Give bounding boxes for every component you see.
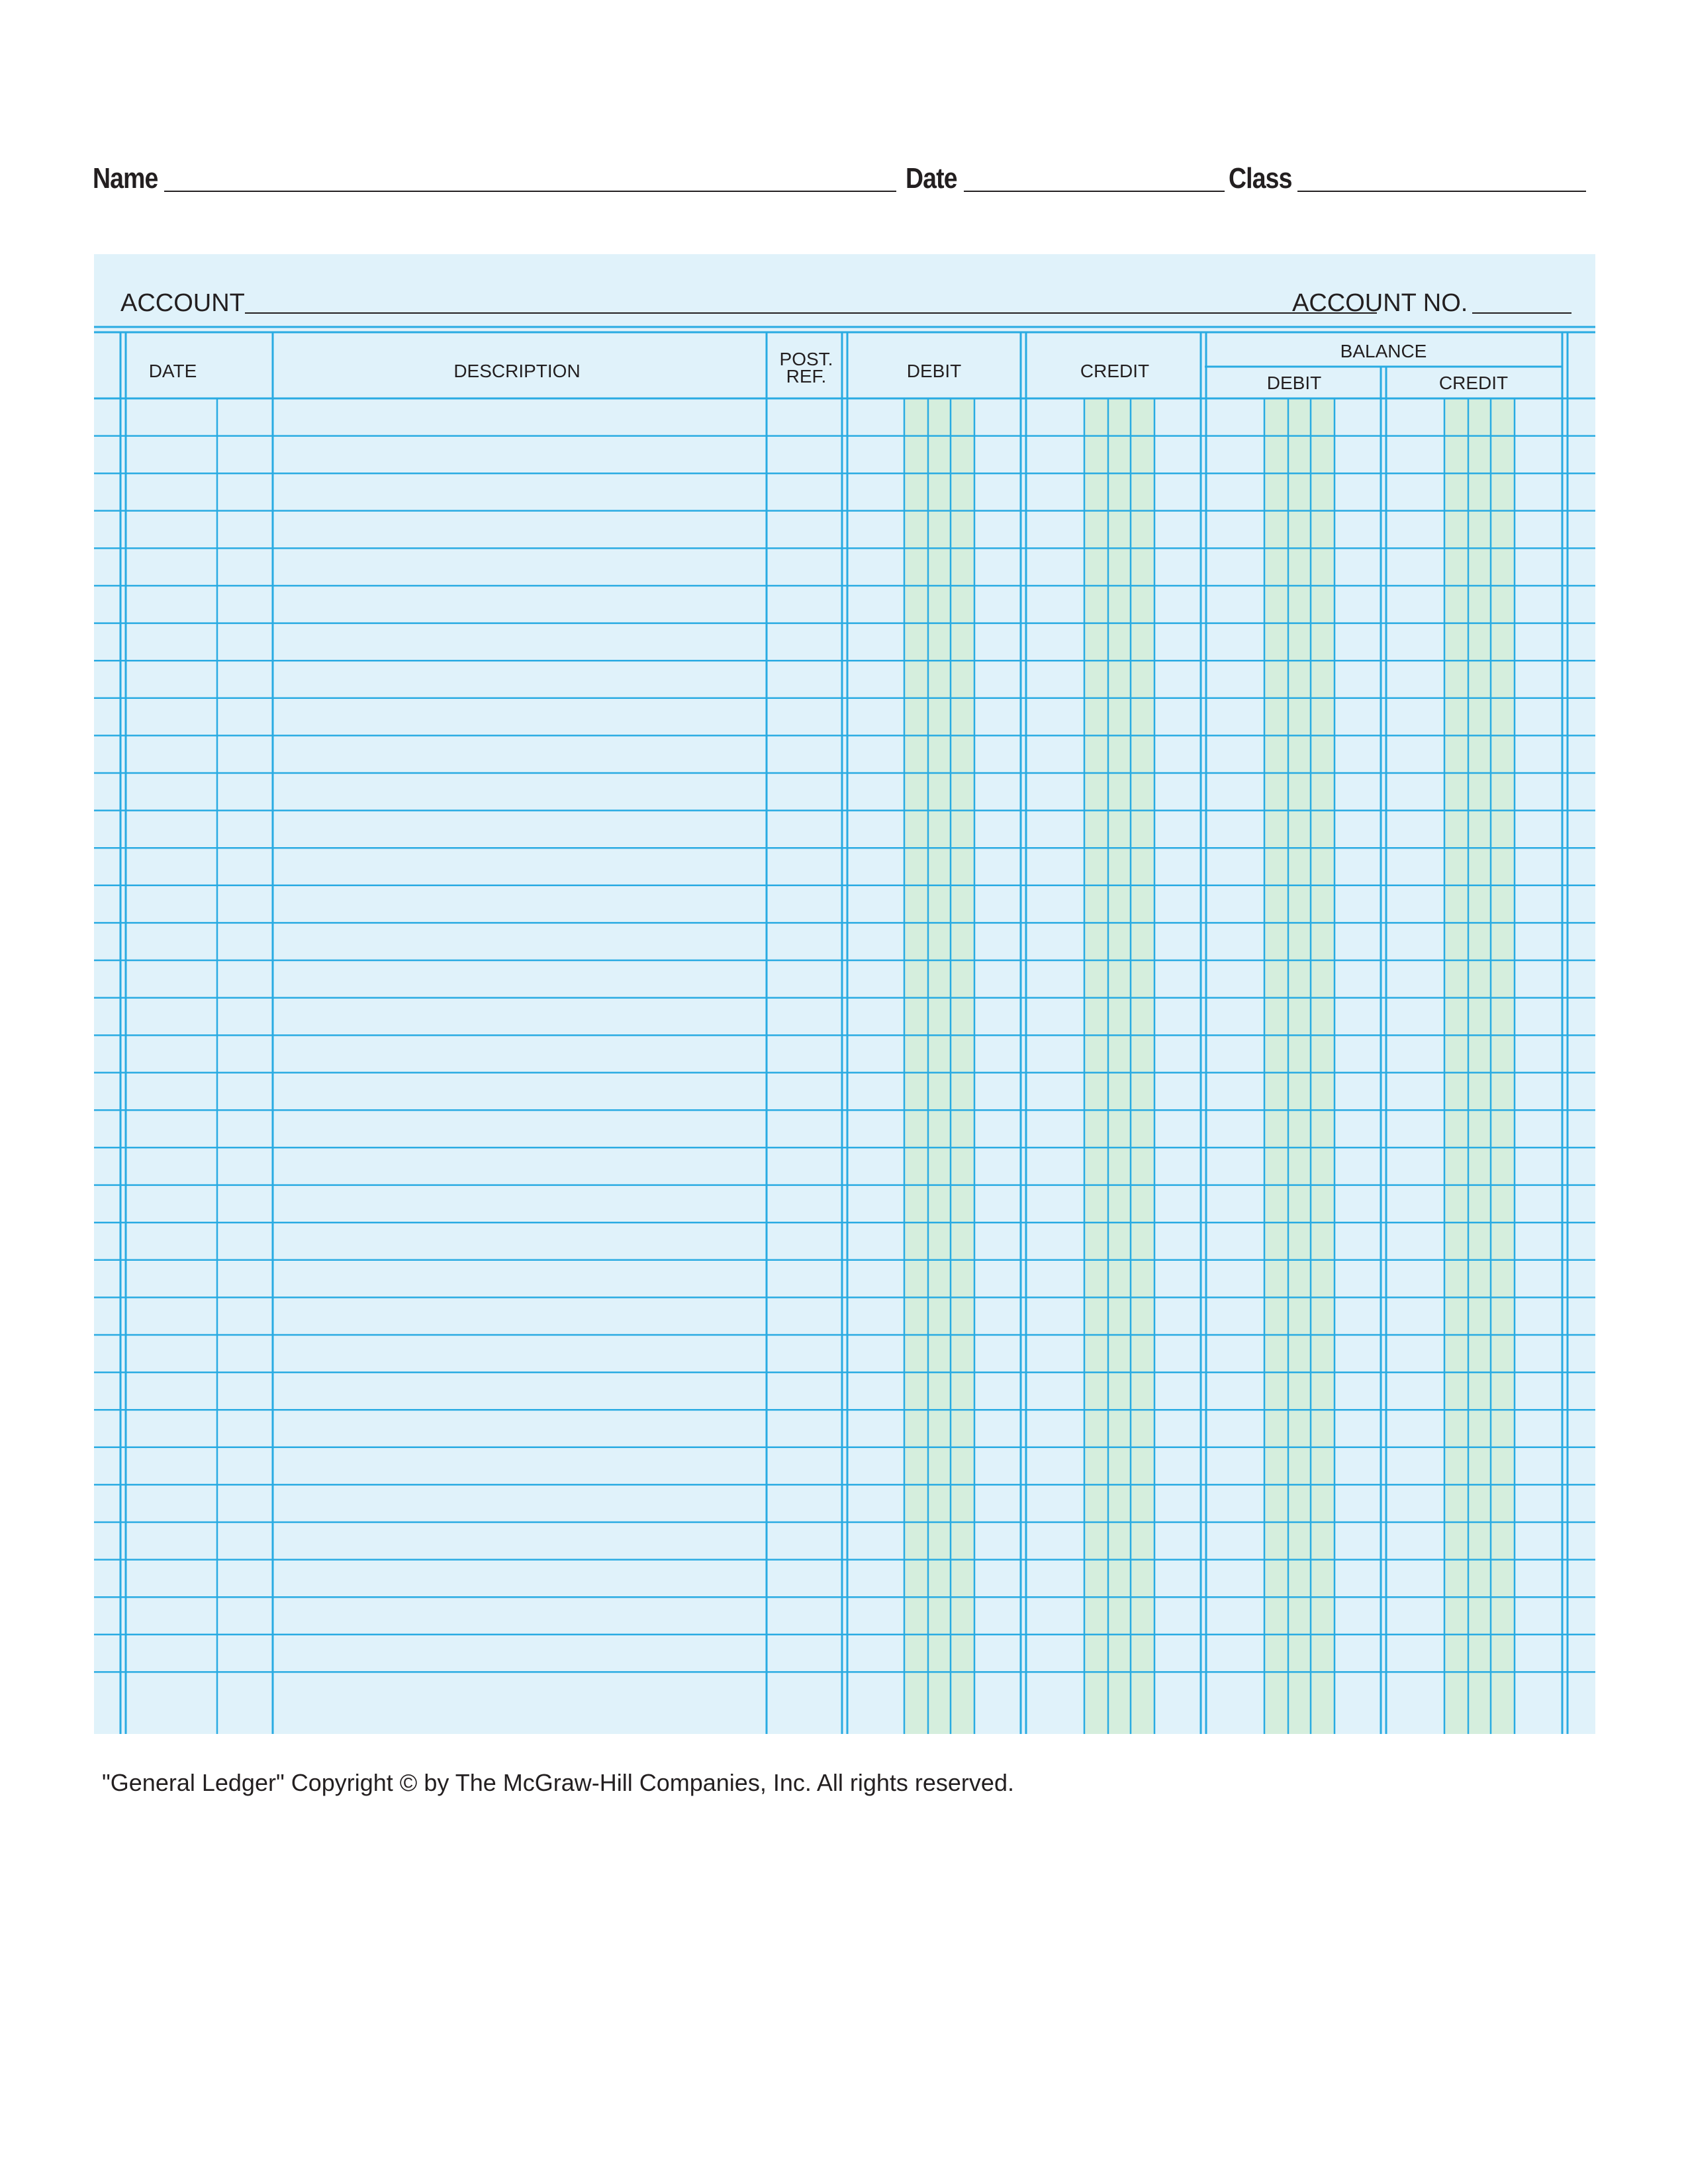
- date-label: Date: [906, 162, 957, 195]
- account-no-label: ACCOUNT NO.: [1292, 289, 1468, 317]
- date-field-line[interactable]: [964, 191, 1225, 192]
- column-header-balance: BALANCE: [1340, 341, 1427, 361]
- ledger-grid: [94, 254, 1595, 1734]
- column-header-credit: CREDIT: [1080, 361, 1150, 381]
- column-header-post-ref-line1: POST.: [779, 349, 833, 369]
- money-band-4: [1444, 398, 1515, 1734]
- column-header-post-ref-line2: REF.: [786, 366, 827, 387]
- class-field-line[interactable]: [1297, 191, 1586, 192]
- column-header-balance-credit: CREDIT: [1438, 373, 1509, 393]
- account-label: ACCOUNT: [120, 289, 245, 317]
- column-header-debit: DEBIT: [906, 361, 962, 381]
- student-info-header: [93, 159, 1589, 199]
- money-band-2: [1084, 398, 1154, 1734]
- column-header-date: DATE: [148, 361, 197, 381]
- general-ledger-form: [94, 254, 1595, 1734]
- copyright-footer: "General Ledger" Copyright © by The McGraw-Hill Companies, Inc. All rights reserved.: [102, 1769, 1014, 1796]
- name-label: Name: [93, 162, 158, 195]
- class-label: Class: [1229, 162, 1292, 195]
- money-band-3: [1264, 398, 1335, 1734]
- name-field-line[interactable]: [164, 191, 896, 192]
- column-header-description: DESCRIPTION: [453, 361, 581, 381]
- money-band-1: [904, 398, 974, 1734]
- column-header-balance-debit: DEBIT: [1266, 373, 1322, 393]
